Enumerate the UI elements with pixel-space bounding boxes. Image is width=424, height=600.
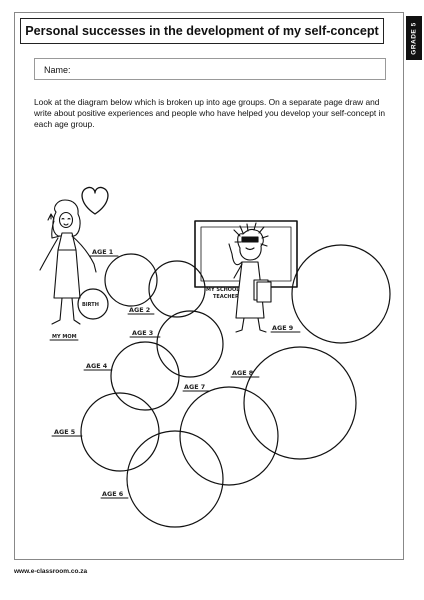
label-age-5: AGE 5 — [54, 428, 76, 436]
footer-url: www.e-classroom.co.za — [14, 568, 88, 575]
circle-age-8 — [244, 347, 356, 459]
circle-age-3 — [157, 311, 223, 377]
label-age-8: AGE 8 — [232, 369, 254, 377]
circle-age-6 — [127, 431, 223, 527]
label-my-mom: MY MOM — [52, 334, 77, 340]
label-my-school: MY SCHOOL — [206, 287, 240, 293]
label-age-6: AGE 6 — [102, 490, 124, 498]
label-age-7: AGE 7 — [184, 383, 206, 391]
label-teacher: TEACHER — [213, 294, 239, 300]
label-age-9: AGE 9 — [272, 324, 294, 332]
instructions-text: Look at the diagram below which is broken up into age groups. On a separate page draw and write about positive experiences and people who have helped you develop your self-concept in each age group. — [34, 97, 386, 129]
heart-icon — [82, 187, 108, 214]
teacher-illustration — [195, 221, 297, 332]
label-age-3: AGE 3 — [132, 329, 154, 337]
name-label: Name: — [44, 65, 71, 75]
worksheet-title-text: Personal successes in the development of my self-concept — [25, 24, 379, 38]
circle-age-7 — [180, 387, 278, 485]
label-age-1: AGE 1 — [92, 248, 114, 256]
circle-age-2 — [149, 261, 205, 317]
grade-tab-text: GRADE 5 — [410, 21, 418, 55]
label-age-2: AGE 2 — [129, 306, 151, 314]
label-birth: BIRTH — [82, 302, 99, 308]
circle-age-1 — [105, 254, 157, 306]
circle-age-5 — [81, 393, 159, 471]
circle-age-9 — [292, 245, 390, 343]
label-age-4: AGE 4 — [86, 362, 108, 370]
circle-age-4 — [111, 342, 179, 410]
